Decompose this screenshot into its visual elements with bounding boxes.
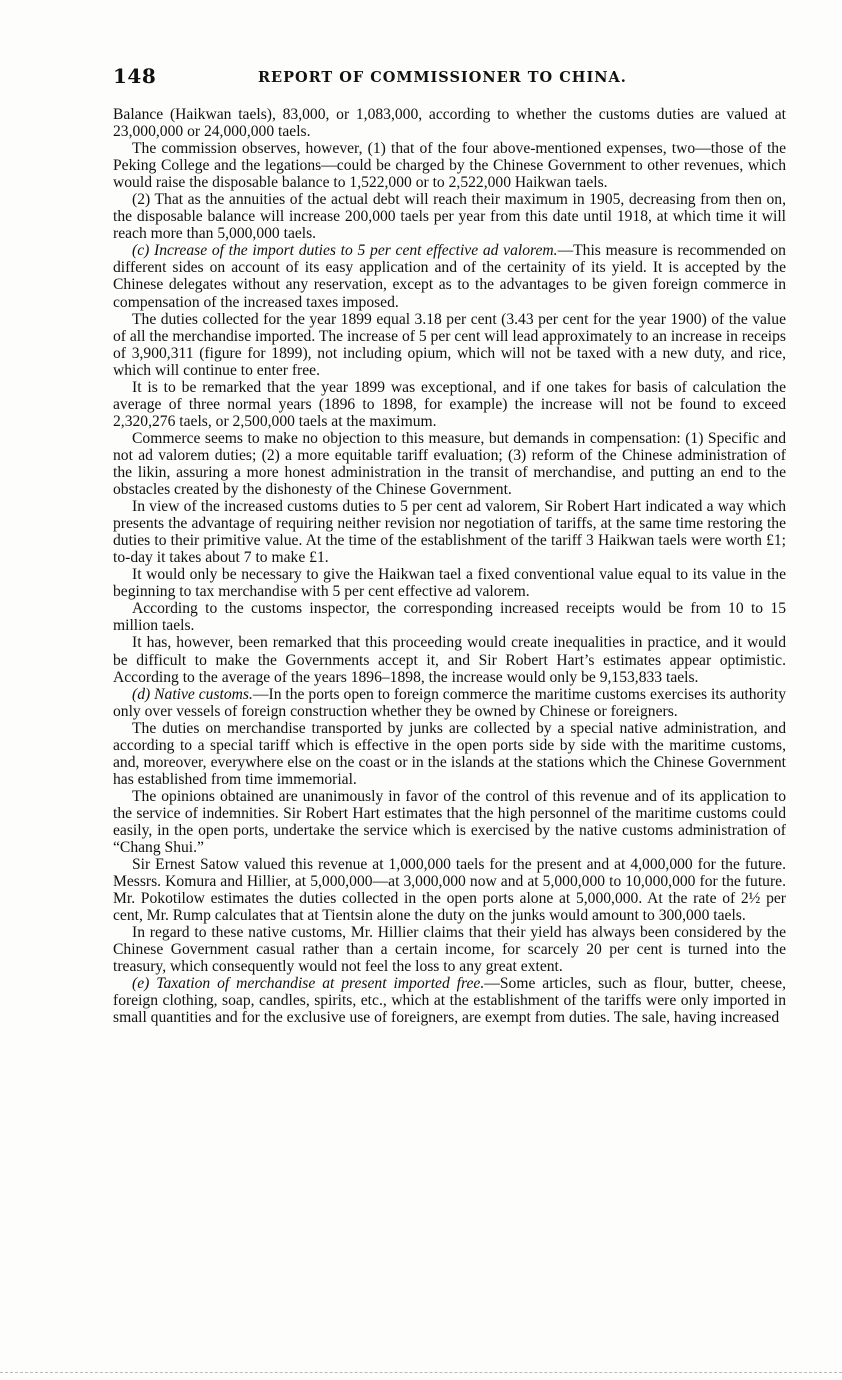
paragraph: Commerce seems to make no objection to this measure, but demands in compensation: (1) Specific and not ad valorem duties; (2) a more equitable tariff evaluation; (3) reform of the Chinese administration of the likin, assuring a more honest administration in the transit of merchandise, and putting an end to the obstacles created by the dishonesty of the Chinese Government. — [113, 429, 786, 499]
page-number: 148 — [113, 64, 157, 88]
paragraph: The duties collected for the year 1899 equal 3.18 per cent (3.43 per cent for the year 1900) of the value of all the merchandise imported. The increase of 5 per cent will lead approximately to an increase in receips of 3,900,311 (figure for 1899), not including opium, which will not be taxed with a new duty, and rice, which will continue to enter free. — [113, 310, 787, 379]
section-heading: (d) Native customs. — [132, 685, 253, 703]
section-heading: (c) Increase of the import duties to 5 per cent effective ad valorem. — [132, 242, 558, 260]
paragraph: The commission observes, however, (1) that of the four above-mentioned expenses, two—those of the Peking College and the legations—could be charged by the Chinese Government to other revenues, which would raise the disposable balance to 1,522,000 or to 2,522,000 Haikwan taels. — [113, 140, 786, 192]
page-edge-rule — [0, 1372, 842, 1374]
paragraph: The duties on merchandise transported by junks are collected by a special native administration, and according to a special tariff which is effective in the open ports side by side with the maritime customs, and, moreover, everywhere else on the coast or in the islands at the stations which the Chinese Government has established from time immemorial. — [113, 719, 786, 788]
page-header — [113, 64, 786, 92]
paragraph: It has, however, been remarked that this proceeding would create inequalities in practice, and it would be difficult to make the Governments accept it, and Sir Robert Hart’s estimates appear optimistic. According to the average of the years 1896–1898, the increase would only be 9,153,833 taels. — [113, 634, 786, 686]
body-text — [113, 106, 786, 1027]
paragraph: (e) Taxation of merchandise at present imported free.—Some articles, such as flour, butter, cheese, foreign clothing, soap, candles, spirits, etc., which at the establishment of the tariffs were only imported in small quantities and for the exclusive use of foreigners, are exempt from duties. The sale, having increased — [113, 975, 786, 1027]
paragraph: (d) Native customs.—In the ports open to foreign commerce the maritime customs exercises its authority only over vessels of foreign construction whether they be owned by Chinese or foreigners. — [113, 685, 786, 720]
paragraph: Sir Ernest Satow valued this revenue at 1,000,000 taels for the present and at 4,000,000 for the future. Messrs. Komura and Hillier, at 5,000,000—at 3,000,000 now and at 5,000,000 to 10,000,000 for the future. Mr. Pokotilow estimates the duties collected in the open ports alone at 5,000,000. At the rate of 2½ per cent, Mr. Rump calculates that at Tientsin alone the duty on the junks would amount to 300,000 taels. — [113, 856, 786, 925]
paragraph: It is to be remarked that the year 1899 was exceptional, and if one takes for basis of calculation the average of three normal years (1896 to 1898, for example) the increase will not be found to exceed 2,320,276 taels, or 2,500,000 taels at the maximum. — [113, 378, 786, 430]
paragraph: In regard to these native customs, Mr. Hillier claims that their yield has always been considered by the Chinese Government casual rather than a certain income, for scarcely 20 per cent is turned into the treasury, which consequently would not feel the loss to any great extent. — [113, 924, 786, 976]
paragraph: (2) That as the annuities of the actual debt will reach their maximum in 1905, decreasing from then on, the disposable balance will increase 200,000 taels per year from this date until 1918, at which time it will reach more than 5,000,000 taels. — [113, 191, 786, 243]
paragraph: In view of the increased customs duties to 5 per cent ad valorem, Sir Robert Hart indicated a way which presents the advantage of requiring neither revision nor negotiation of tariffs, at the same time restoring the duties to their primitive value. At the time of the establishment of the tariff 3 Haikwan taels were worth £1; to-day it takes about 7 to make £1. — [113, 498, 786, 567]
paragraph: It would only be necessary to give the Haikwan tael a fixed conventional value equal to its value in the beginning to tax merchandise with 5 per cent effective ad valorem. — [113, 566, 786, 601]
running-title: REPORT OF COMMISSIONER TO CHINA. — [258, 69, 627, 86]
paragraph: According to the customs inspector, the corresponding increased receipts would be from 10 to 15 million taels. — [113, 600, 786, 635]
paragraph: (c) Increase of the import duties to 5 per cent effective ad valorem.—This measure is recommended on different sides on account of its easy application and of the certainity of its yield. It is accepted by the Chinese delegates without any reservation, except as to the advantages to be given foreign commerce in compensation of the increased taxes imposed. — [113, 242, 786, 311]
paragraph: The opinions obtained are unanimously in favor of the control of this revenue and of its application to the service of indemnities. Sir Robert Hart estimates that the high personnel of the maritime customs could easily, in the open ports, undertake the service which is exercised by the native customs administration of “Chang Shui.” — [113, 787, 786, 857]
paragraph: Balance (Haikwan taels), 83,000, or 1,083,000, according to whether the customs duties are valued at 23,000,000 or 24,000,000 taels. — [113, 106, 786, 141]
section-heading: (e) Taxation of merchandise at present imported free. — [132, 975, 485, 993]
